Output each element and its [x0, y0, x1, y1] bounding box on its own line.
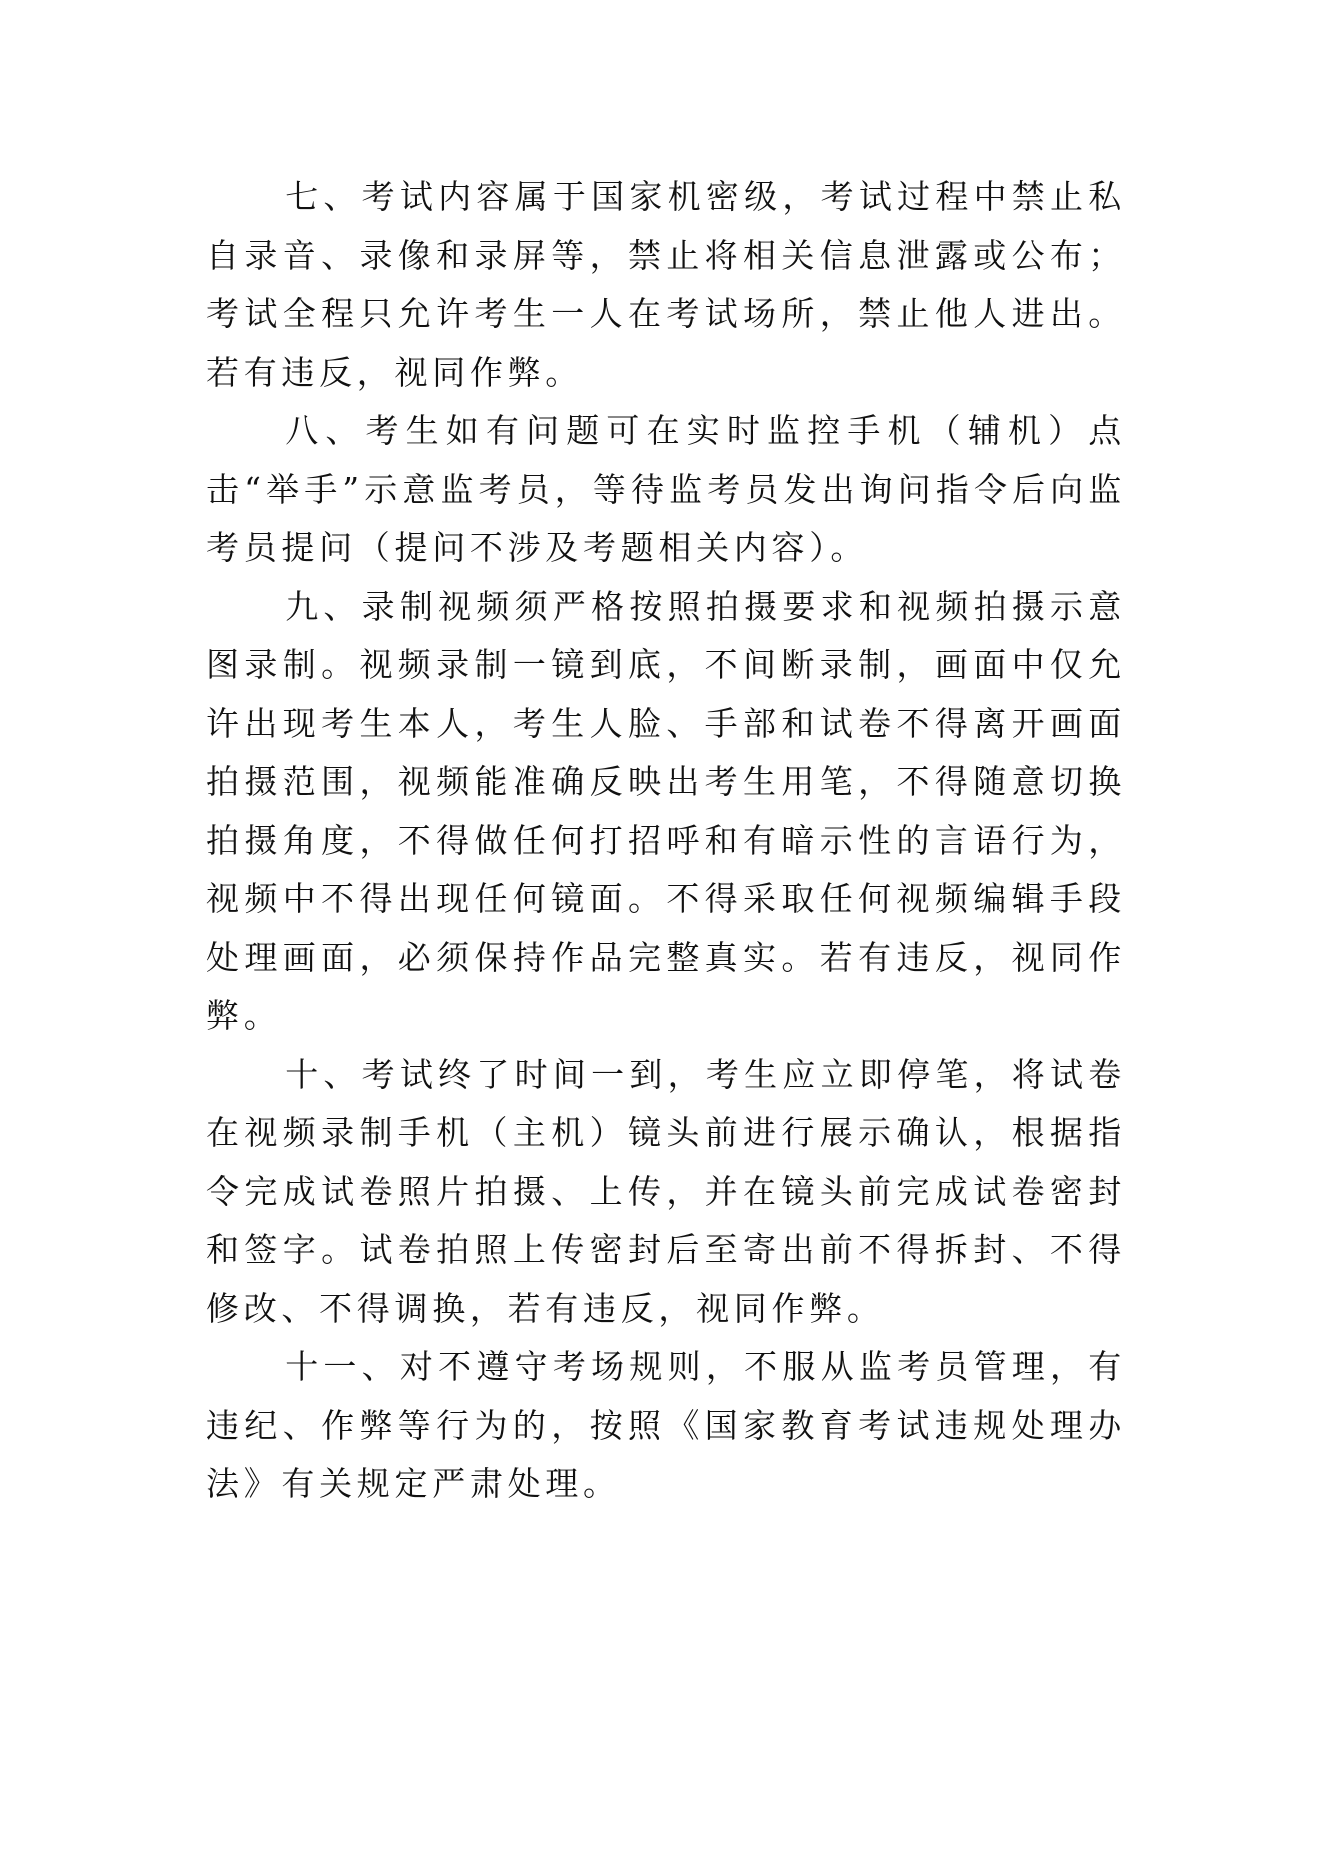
rule-paragraph-9: 九、录制视频须严格按照拍摄要求和视频拍摄示意图录制。视频录制一镜到底，不间断录制，画面中仅允许出现考生本人，考生人脸、手部和试卷不得离开画面拍摄范围，视频能准确反映出考生用笔，不得随意切换拍摄角度，不得做任何打招呼和有暗示性的言语行为，视频中不得出现任何镜面。不得采取任何视频编辑手段处理画面，必须保持作品完整真实。若有违反，视同作弊。 — [206, 586, 1126, 1035]
document-body — [206, 168, 1126, 1514]
rule-paragraph-7: 七、考试内容属于国家机密级，考试过程中禁止私自录音、录像和录屏等，禁止将相关信息泄露或公布；考试全程只允许考生一人在考试场所，禁止他人进出。若有违反，视同作弊。 — [206, 177, 1126, 392]
rule-paragraph-11: 十一、对不遵守考场规则，不服从监考员管理，有违纪、作弊等行为的，按照《国家教育考试违规处理办法》有关规定严肃处理。 — [206, 1347, 1126, 1503]
rule-paragraph-10: 十、考试终了时间一到，考生应立即停笔，将试卷在视频录制手机（主机）镜头前进行展示确认，根据指令完成试卷照片拍摄、上传，并在镜头前完成试卷密封和签字。试卷拍照上传密封后至寄出前不得拆封、不得修改、不得调换，若有违反，视同作弊。 — [206, 1054, 1126, 1328]
rule-paragraph-8: 八、考生如有问题可在实时监控手机（辅机）点击“举手”示意监考员，等待监考员发出询问指令后向监考员提问（提问不涉及考题相关内容）。 — [206, 411, 1126, 567]
